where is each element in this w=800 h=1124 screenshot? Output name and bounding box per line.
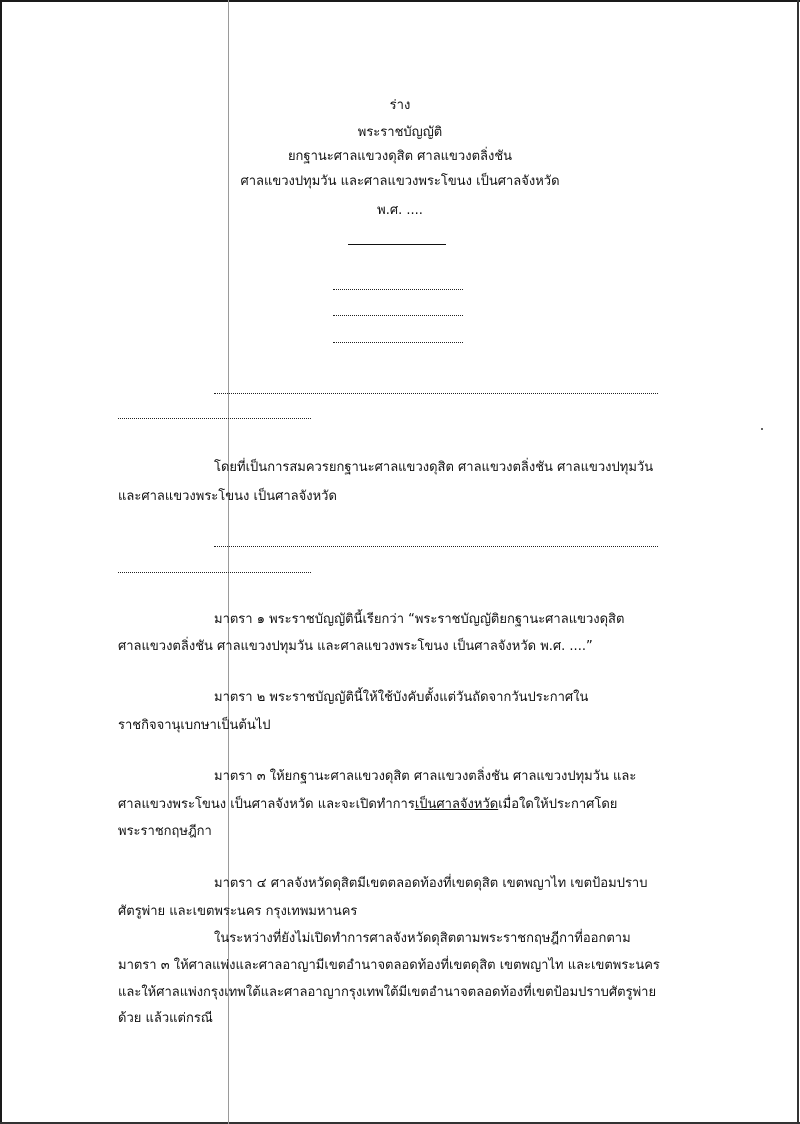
section-4-para-2-line-3: และให้ศาลแพ่งกรุงเทพใต้และศาลอาญากรุงเทพใต้มีเขตอำนาจตลอดท้องที่เขตป้อมปราบศัตรูพ่าย — [118, 985, 657, 1000]
preamble-line-1: โดยที่เป็นการสมควรยกฐานะศาลแขวงดุสิต ศาลแขวงตลิ่งชัน ศาลแขวงปทุมวัน — [214, 460, 654, 475]
section-4-para-2-line-1: ในระหว่างที่ยังไม่เปิดทำการศาลจังหวัดดุสิตตามพระราชกฤษฎีกาที่ออกตาม — [214, 931, 631, 946]
section-3-line-2-post: เมื่อใดให้ประกาศโดย — [498, 797, 618, 812]
subject-line-2: ศาลแขวงปทุมวัน และศาลแขวงพระโขนง เป็นศาลจังหวัด — [240, 174, 560, 189]
section-3-line-2 — [118, 796, 617, 814]
enacting-dots-2 — [118, 417, 311, 419]
section-1-line-1: มาตรา ๑ พระราชบัญญัตินี้เรียกว่า “พระราชบัญญัติยกฐานะศาลแขวงดุสิต — [214, 612, 625, 627]
scan-fold-line — [228, 0, 229, 1124]
section-2-line-2: ราชกิจจานุเบกษาเป็นต้นไป — [118, 718, 271, 733]
signature-dots-3 — [333, 341, 463, 343]
enacting-dots-1 — [214, 392, 658, 394]
preamble-line-2: และศาลแขวงพระโขนง เป็นศาลจังหวัด — [118, 489, 337, 504]
section-2-line-1: มาตรา ๒ พระราชบัญญัตินี้ให้ใช้บังคับตั้งแต่วันถัดจากวันประกาศใน — [214, 690, 589, 705]
scan-speck — [761, 428, 763, 430]
section-4-line-2: ศัตรูพ่าย และเขตพระนคร กรุงเทพมหานคร — [118, 904, 358, 919]
section-3-line-3: พระราชกฤษฎีกา — [118, 824, 212, 839]
draft-label: ร่าง — [389, 98, 411, 113]
enacting-dots-3 — [214, 545, 658, 547]
enacting-dots-4 — [118, 571, 311, 573]
section-4-para-2-line-4: ด้วย แล้วแต่กรณี — [118, 1011, 213, 1026]
section-3-underlined-term: เป็นศาลจังหวัด — [414, 797, 499, 812]
section-3-line-1: มาตรา ๓ ให้ยกฐานะศาลแขวงดุสิต ศาลแขวงตลิ่งชัน ศาลแขวงปทุมวัน และ — [214, 769, 637, 784]
page-right-edge — [797, 0, 799, 1124]
act-title: พระราชบัญญัติ — [357, 125, 443, 140]
title-rule — [348, 244, 446, 245]
signature-dots-2 — [333, 314, 463, 316]
year-line: พ.ศ. .... — [377, 203, 423, 218]
section-4-para-2-line-2: มาตรา ๓ ให้ศาลแพ่งและศาลอาญามีเขตอำนาจตลอดท้องที่เขตดุสิต เขตพญาไท และเขตพระนคร — [118, 958, 660, 973]
subject-line-1: ยกฐานะศาลแขวงดุสิต ศาลแขวงตลิ่งชัน — [287, 149, 513, 164]
section-1-line-2: ศาลแขวงตลิ่งชัน ศาลแขวงปทุมวัน และศาลแขวงพระโขนง เป็นศาลจังหวัด พ.ศ. ....” — [118, 639, 593, 654]
signature-dots-1 — [333, 288, 463, 290]
section-4-line-1: มาตรา ๔ ศาลจังหวัดดุสิตมีเขตตลอดท้องที่เขตดุสิต เขตพญาไท เขตป้อมปราบ — [214, 876, 648, 891]
section-3-line-2-pre: ศาลแขวงพระโขนง เป็นศาลจังหวัด และจะเปิดทำการ — [118, 797, 415, 812]
